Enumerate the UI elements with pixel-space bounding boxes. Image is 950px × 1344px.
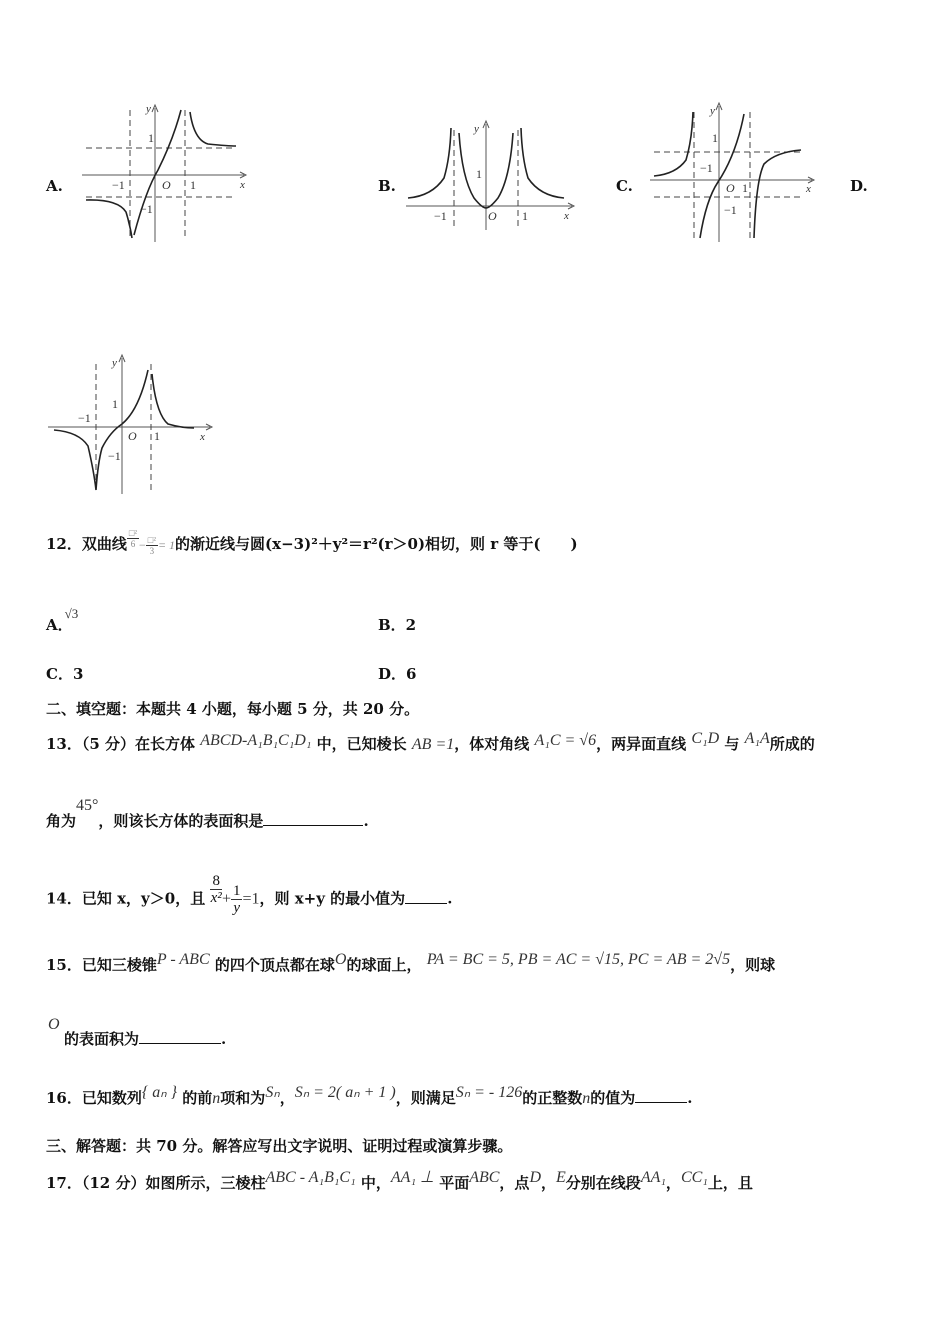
- q13-prefix: 13．（5 分）在长方体: [46, 735, 196, 753]
- graph-c-tick-xneg1: −1: [700, 161, 713, 175]
- q14-text1: ，则 x+y 的最小值为: [259, 889, 406, 908]
- question-17: [46, 1169, 753, 1194]
- q16-end: .: [687, 1089, 693, 1107]
- q15-text4: 的表面积为: [64, 1030, 140, 1048]
- graph-d-x-label: x: [200, 431, 205, 443]
- q13-text4: 与: [724, 735, 740, 753]
- graph-c-tick-y1: 1: [712, 131, 718, 145]
- q17-text2: 平面: [439, 1174, 470, 1192]
- graph-a-y-label: y: [146, 103, 151, 115]
- question-13-line1: [46, 730, 815, 755]
- q13-angle: 45°: [76, 797, 99, 814]
- graph-b-tick-x1: 1: [522, 209, 528, 223]
- q16-text2: 项和为: [220, 1089, 266, 1107]
- q17-cc1: CC₁: [680, 1169, 708, 1186]
- q17-text4: ，: [541, 1174, 557, 1192]
- q14-answer-blank[interactable]: [405, 889, 447, 904]
- q13-text5: 所成的: [769, 735, 815, 753]
- q16-n: n: [212, 1090, 221, 1107]
- q17-prefix: 17．（12 分）如图所示，三棱柱: [46, 1174, 266, 1192]
- q16-sn: Sₙ: [265, 1084, 280, 1101]
- graph-a-tick-xneg1: −1: [112, 178, 125, 192]
- graph-d-origin: O: [128, 429, 137, 443]
- q16-answer-blank[interactable]: [635, 1088, 687, 1103]
- q16-text4: 的正整数: [522, 1089, 583, 1107]
- q14-prefix: 14．已知 x，y＞0，且: [46, 889, 206, 908]
- graph-a-tick-y1: 1: [148, 131, 154, 145]
- q15-answer-blank[interactable]: [139, 1029, 221, 1044]
- question-16: [46, 1084, 693, 1109]
- question-15-line1: [46, 951, 776, 976]
- q14-frac1: $\frac{8}{\text{x²}}$: [210, 873, 222, 906]
- q17-d: D: [529, 1169, 541, 1186]
- q17-aa1-segment: AA₁: [640, 1169, 666, 1186]
- q12-option-a-value: √3: [64, 606, 79, 621]
- q16-seq: { aₙ }: [141, 1084, 178, 1101]
- q16-comma: ，: [279, 1089, 295, 1107]
- q13-text7: ，则该长方体的表面积是: [98, 812, 264, 830]
- option-d-label: D.: [850, 177, 868, 195]
- graph-d-tick-yneg1: −1: [108, 449, 121, 463]
- q17-text1: 中，: [360, 1174, 391, 1192]
- question-13-line2: [46, 797, 369, 832]
- graph-b-origin: O: [488, 209, 497, 223]
- q12-frac1: $\frac{\text{□²}}{6}$: [128, 527, 138, 549]
- q16-prefix: 16．已知数列: [46, 1089, 142, 1107]
- graph-c: [646, 100, 821, 245]
- q13-end: .: [363, 812, 369, 830]
- q14-end: .: [447, 889, 453, 908]
- q12-frac2: $\frac{\text{□²}}{3}$: [147, 534, 156, 556]
- q13-answer-blank[interactable]: [263, 811, 363, 826]
- q15-prefix: 15．已知三棱锥: [46, 956, 157, 974]
- graph-d-y-label: y: [112, 357, 117, 369]
- q12-option-a: [46, 606, 86, 636]
- q13-ab: AB =1: [411, 736, 455, 753]
- q15-end: .: [221, 1030, 227, 1048]
- question-15-line3: [64, 1029, 226, 1049]
- q16-text1: 的前: [182, 1089, 213, 1107]
- q15-pabc: P - ABC: [156, 951, 210, 968]
- q13-text2: ，体对角线: [454, 735, 530, 753]
- section-2-heading: 二、填空题：本题共 4 小题，每小题 5 分，共 20 分。: [46, 700, 420, 718]
- q17-text6: ，: [665, 1174, 681, 1192]
- q17-e: E: [556, 1169, 566, 1186]
- graph-d-tick-x1: 1: [154, 429, 160, 443]
- graph-d-tick-y1: 1: [112, 397, 118, 411]
- q17-text5: 分别在线段: [565, 1174, 641, 1192]
- graph-c-tick-x1: 1: [742, 181, 748, 195]
- section-3-heading: 三、解答题：共 70 分。解答应写出文字说明、证明过程或演算步骤。: [46, 1137, 513, 1155]
- q12-option-d: D．6: [378, 665, 417, 683]
- q17-text7: 上，且: [707, 1174, 753, 1192]
- q17-aa1: AA₁ ⊥: [390, 1169, 434, 1186]
- q13-c1d: C₁D: [691, 730, 720, 747]
- q17-abc: ABC: [469, 1169, 500, 1186]
- graph-c-y-label: y: [710, 105, 715, 117]
- q12-minus: −: [139, 538, 146, 552]
- graph-c-tick-yneg1: −1: [724, 203, 737, 217]
- q12-option-a-label: A．: [46, 616, 73, 634]
- q17-prism: ABC - A₁B₁C₁: [265, 1169, 356, 1186]
- q13-a1a: A₁A: [744, 730, 770, 747]
- q16-text3: ，则满足: [395, 1089, 456, 1107]
- q15-equation: PA = BC = 5, PB = AC = √15, PC = AB = 2√5: [426, 951, 731, 968]
- question-14: [46, 873, 453, 916]
- graph-b-tick-xneg1: −1: [434, 209, 447, 223]
- option-b-label: B.: [378, 177, 396, 195]
- q15-text3: ，则球: [730, 956, 776, 974]
- option-c-label: C.: [616, 177, 633, 195]
- q16-text5: 的值为: [590, 1089, 636, 1107]
- graph-c-origin: O: [726, 181, 735, 195]
- graph-b-y-label: y: [474, 123, 479, 135]
- q15-o2: O: [48, 1016, 60, 1033]
- q13-text6: 角为: [46, 812, 77, 830]
- q14-plus: +: [221, 890, 231, 908]
- q12-equals: = 1: [157, 538, 176, 552]
- q12-prefix: 12．双曲线: [46, 535, 127, 553]
- graph-b-tick-y1: 1: [476, 167, 482, 181]
- q14-frac2: $\frac{1}{y}$: [232, 883, 241, 916]
- graph-a-tick-x1: 1: [190, 178, 196, 192]
- q12-option-c: C．3: [46, 665, 84, 683]
- graph-c-x-label: x: [806, 183, 811, 195]
- option-a-label: A.: [46, 177, 63, 195]
- graph-d-tick-xneg1: −1: [78, 411, 91, 425]
- graph-a-x-label: x: [240, 179, 245, 191]
- graph-b-x-label: x: [564, 210, 569, 222]
- q13-text3: ，两异面直线: [596, 735, 687, 753]
- graph-b: [402, 118, 582, 233]
- q16-condition: Sₙ = - 126: [455, 1084, 523, 1101]
- q12-text: 的渐近线与圆(x−3)²＋y²＝r²(r＞0)相切，则 r 等于( ): [175, 535, 578, 553]
- q12-option-b: B．2: [378, 616, 417, 634]
- q15-text2: 的球面上，: [346, 956, 422, 974]
- q13-text1: 中，已知棱长: [316, 735, 407, 753]
- question-12: [46, 527, 578, 556]
- q15-o: O: [334, 951, 347, 968]
- graph-d: [44, 352, 219, 497]
- graph-a-tick-yneg1: −1: [140, 202, 153, 216]
- graph-a-origin: O: [162, 178, 171, 192]
- q13-a1c: A₁C = √6: [534, 732, 597, 749]
- q16-n2: n: [582, 1090, 591, 1107]
- q15-text1: 的四个顶点都在球: [214, 956, 335, 974]
- q16-formula: Sₙ = 2( aₙ + 1 ): [294, 1084, 396, 1101]
- graph-a: [78, 100, 253, 245]
- q17-text3: ，点: [499, 1174, 530, 1192]
- q14-eq: =1: [242, 890, 260, 908]
- q13-solid: ABCD-A₁B₁C₁D₁: [200, 732, 312, 749]
